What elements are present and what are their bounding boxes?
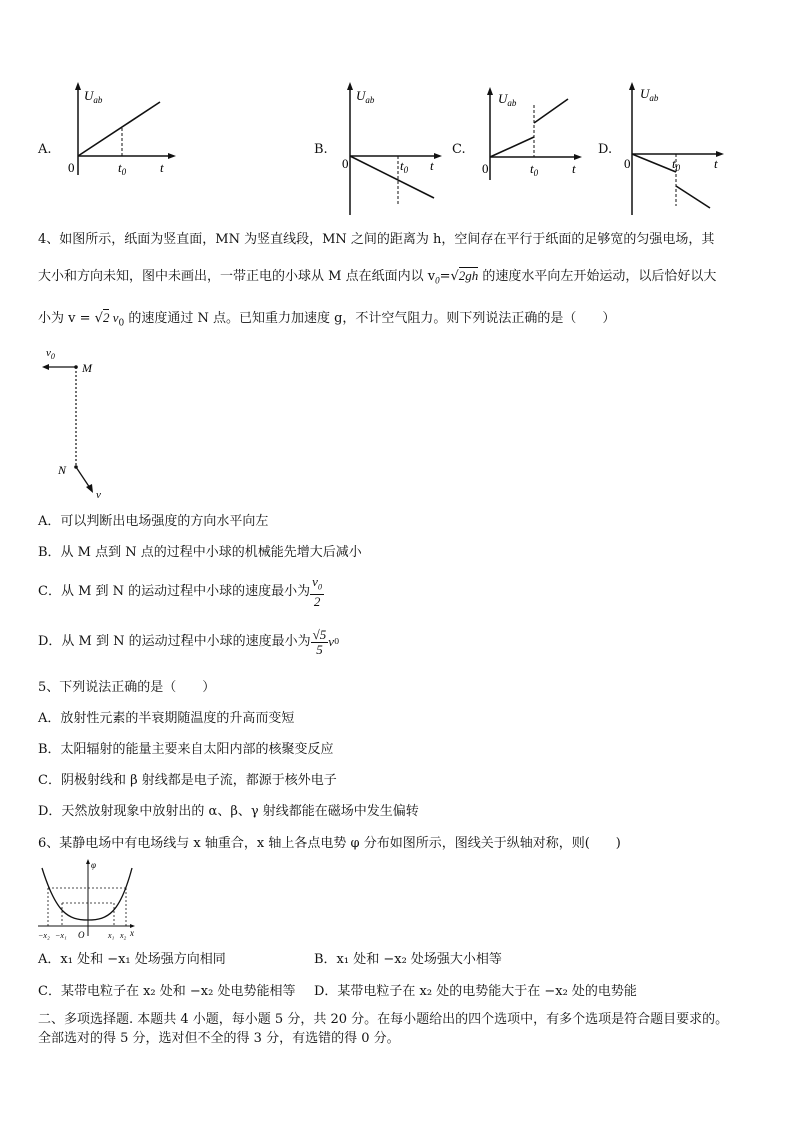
arrow-diag-icon (86, 484, 93, 493)
axis-label-t: t (714, 156, 718, 171)
q4-line1: 4、如图所示，纸面为竖直面，MN 为竖直线段，MN 之间的距离为 h，空间存在平行于纸面的足够宽的匀强电场，其 (38, 232, 715, 247)
frac-num-sub: 0 (317, 582, 322, 592)
t0-sub: 0 (533, 168, 539, 178)
axis-label-u: U (356, 88, 366, 103)
origin-label: 0 (342, 156, 349, 171)
axis-label-u: U (640, 86, 650, 101)
graph-options-row (0, 80, 794, 220)
q4-option-c-text: C．从 M 到 N 的运动过程中小球的速度最小为 (38, 584, 311, 599)
t0-label: t (672, 156, 676, 171)
fig-tick-neg-x2: −x₂ (38, 931, 50, 940)
svg-text:t0 (530, 161, 539, 178)
q4-option-c[interactable] (38, 574, 324, 610)
svg-text:Uab (498, 91, 517, 108)
fig-tick-x2: x₂ (120, 931, 127, 940)
origin-label: 0 (482, 161, 489, 176)
q6-option-c[interactable]: C．某带电粒子在 x₂ 处和 −x₂ 处电势能相等 (38, 984, 296, 999)
axis-label-ab: ab (507, 98, 517, 108)
graph-option-c-letter: C. (452, 142, 466, 157)
q5-option-b[interactable]: B．太阳辐射的能量主要来自太阳内部的核聚变反应 (38, 742, 334, 757)
frac-den: 5 (316, 641, 323, 657)
axis-label-u: U (498, 91, 508, 106)
graph-option-a-letter: A. (38, 142, 52, 157)
t0-sub: 0 (121, 167, 127, 177)
q4-line3 (38, 310, 615, 332)
q4-option-d-tail-sub: 0 (334, 637, 340, 646)
q5-option-a[interactable]: A．放射性元素的半衰期随温度的升高而变短 (38, 711, 295, 726)
svg-text:t0 (118, 160, 127, 177)
q4-option-d-fraction (311, 628, 329, 657)
t0-sub: 0 (675, 163, 681, 173)
q4-line2-sub: 0 (435, 275, 440, 286)
q5-option-d[interactable]: D．天然放射现象中放射出的 α、β、γ 射线都能在磁场中发生偏转 (38, 804, 419, 819)
axis-label-u: U (84, 88, 94, 103)
fig-v-label: v (96, 489, 101, 501)
frac-num: v (312, 573, 318, 589)
fig-o-label: O (78, 930, 85, 940)
frac-den: 2 (313, 594, 321, 610)
axis-label-ab: ab (649, 93, 659, 103)
svg-text:t0 (400, 158, 409, 175)
t0-label: t (530, 161, 534, 176)
svg-text:Uab (640, 86, 659, 103)
svg-text:Uab (356, 88, 375, 105)
axis-label-t: t (430, 158, 434, 173)
t0-label: t (400, 158, 404, 173)
frac-num: √5 (312, 626, 327, 642)
t0-sub: 0 (403, 165, 409, 175)
q4-line2a: 大小和方向未知，图中未画出，一带正电的小球从 M 点在纸面内以 v (38, 269, 436, 284)
arrow-left-icon (42, 364, 49, 370)
q6-figure (34, 858, 138, 942)
fig-v0-sub: 0 (50, 352, 55, 361)
q4-option-c-fraction (310, 575, 324, 610)
svg-text:t0 (672, 156, 681, 173)
graph-d (612, 80, 732, 220)
fig-phi-label: φ (91, 860, 96, 870)
q4-line3-sub: 0 (118, 318, 125, 329)
fig-x-label: x (130, 928, 134, 938)
graph-a (60, 80, 180, 180)
q4-option-a[interactable]: A．可以判断出电场强度的方向水平向左 (38, 514, 269, 529)
q4-line2b: 的速度水平向左开始运动，以后恰好以大 (478, 269, 717, 284)
q5-stem: 5、下列说法正确的是（ ） (38, 680, 216, 695)
origin-label: 0 (68, 160, 75, 175)
graph-b (330, 80, 450, 220)
svg-text:Uab (84, 88, 103, 105)
q4-line3-sqrt: 2 (102, 310, 110, 325)
q4-line2-sqrt: 2gh (458, 268, 479, 283)
q6-option-a[interactable]: A．x₁ 处和 −x₁ 处场强方向相同 (38, 952, 226, 967)
fig-n-label: N (58, 463, 67, 477)
graph-option-b-letter: B. (314, 142, 328, 157)
axis-label-ab: ab (93, 95, 103, 105)
q4-line2 (38, 268, 716, 289)
fig-v0-label: v (46, 347, 51, 359)
axis-label-ab: ab (365, 95, 375, 105)
svg-text:v0 (46, 347, 55, 361)
fig-tick-neg-x1: −x₁ (55, 931, 67, 940)
q6-option-b[interactable]: B．x₁ 处和 −x₂ 处场强大小相等 (314, 952, 502, 967)
q4-line3a: 小为 v = (38, 311, 95, 326)
section2-line1: 二、多项选择题. 本题共 4 小题，每小题 5 分，共 20 分。在每小题给出的四个选项中，有多个选项是符合题目要求的。 (38, 1012, 729, 1027)
sqrt-icon: √ (450, 269, 459, 284)
sqrt-icon: √ (94, 311, 103, 326)
q4-option-d-tail: v (328, 634, 335, 649)
axis-label-t: t (160, 160, 164, 175)
axis-label-t: t (572, 161, 576, 176)
q5-option-c[interactable]: C．阴极射线和 β 射线都是电子流，都源于核外电子 (38, 773, 337, 788)
graph-option-d-letter: D. (598, 142, 613, 157)
q4-figure (38, 342, 128, 504)
fig-m-label: M (82, 361, 92, 375)
fig-tick-x1: x₁ (108, 931, 115, 940)
graph-c (470, 85, 590, 185)
t0-label: t (118, 160, 122, 175)
q4-line3b: 的速度通过 N 点。已知重力加速度 g，不计空气阻力。则下列说法正确的是（ ） (124, 311, 616, 326)
q4-option-d-text: D．从 M 到 N 的运动过程中小球的速度最小为 (38, 634, 311, 649)
q4-line2-eq: = (439, 269, 451, 284)
section2-line2: 全部选对的得 5 分，选对但不全的得 3 分，有选错的得 0 分。 (38, 1031, 400, 1046)
q6-option-d[interactable]: D．某带电粒子在 x₂ 处的电势能大于在 −x₂ 处的电势能 (314, 984, 637, 999)
q4-line3-v: v (109, 310, 119, 325)
origin-label: 0 (624, 156, 631, 171)
q6-stem: 6、某静电场中有电场线与 x 轴重合，x 轴上各点电势 φ 分布如图所示，图线关于纵轴对称，则( ) (38, 836, 621, 851)
q4-option-b[interactable]: B．从 M 点到 N 点的过程中小球的机械能先增大后减小 (38, 545, 362, 560)
q4-option-d[interactable] (38, 622, 339, 662)
